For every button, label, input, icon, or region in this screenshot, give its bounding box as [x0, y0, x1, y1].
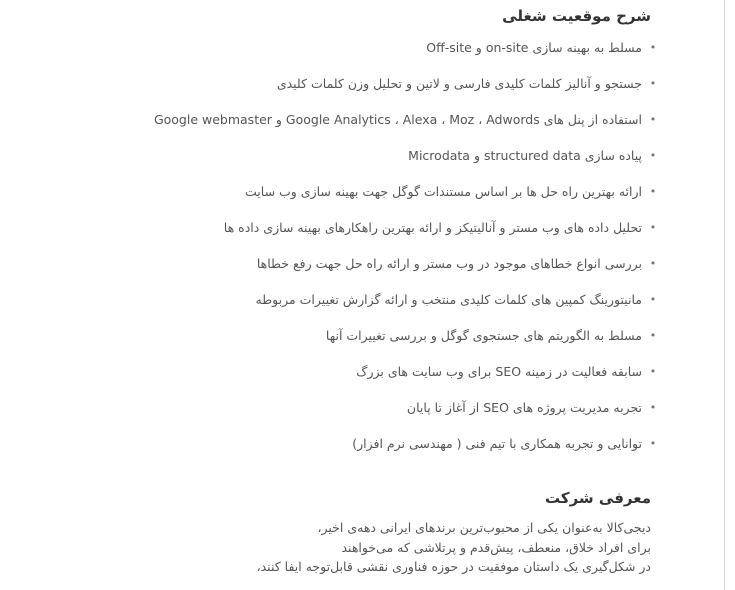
requirement-text: توانایی و تجربه همکاری با تیم فنی ( مهندسی نرم افزار) — [352, 436, 642, 451]
bullet-icon: • — [649, 401, 657, 414]
requirement-item — [154, 218, 658, 254]
bullet-icon: • — [649, 221, 657, 234]
company-description — [257, 518, 651, 577]
requirement-text: تجربه مدیریت پروژه های SEO از آغاز تا پایان — [406, 400, 642, 415]
bullet-icon: • — [649, 41, 657, 54]
bullet-icon: • — [649, 257, 657, 270]
requirement-item — [154, 326, 658, 362]
requirement-text: سابقه فعالیت در زمینه SEO برای وب سایت های بزرگ — [356, 364, 642, 379]
company-intro-title: معرفی شرکت — [545, 489, 651, 507]
requirement-item — [154, 290, 658, 326]
job-description-title: شرح موقعیت شغلی — [502, 7, 651, 25]
requirement-item — [154, 38, 658, 74]
requirement-text: مانیتورینگ کمپین های کلمات کلیدی منتخب و ارائه گزارش تغییرات مربوطه — [255, 292, 642, 307]
requirement-item — [154, 146, 658, 182]
description-line: برای افراد خلاق، منعطف، پیش‌قدم و پرتلاشی که می‌خواهند — [341, 539, 651, 555]
description-line: در شکل‌گیری یک داستان موفقیت در حوزه فناوری نقشی قابل‌توجه ایفا کنند، — [256, 559, 651, 574]
requirement-text: بررسی انواع خطاهای موجود در وب مستر و ارائه راه حل جهت رفع خطاها — [256, 256, 642, 271]
requirement-item — [154, 362, 658, 398]
requirement-text: پیاده سازی structured data و Microdata — [408, 148, 642, 163]
requirement-text: مسلط به الگوریتم های جستجوی گوگل و بررسی تغییرات آنها — [325, 328, 642, 343]
bullet-icon: • — [649, 149, 657, 162]
requirement-item — [154, 434, 658, 470]
bullet-icon: • — [649, 437, 657, 450]
requirement-text: جستجو و آنالیز کلمات کلیدی فارسی و لاتین و تحلیل وزن کلمات کلیدی — [276, 76, 642, 91]
requirement-text: تحلیل داده های وب مستر و آنالیتیکز و ارائه بهترین راهکارهای بهینه سازی داده ها — [223, 220, 642, 235]
requirement-text: استفاده از پنل های Google Analytics ، Alexa ، Moz ، Adwords و Google webmaster — [153, 112, 642, 127]
requirements-list — [154, 38, 658, 470]
bullet-icon: • — [649, 365, 657, 378]
requirement-item — [154, 74, 658, 110]
requirement-item — [154, 398, 658, 434]
bullet-icon: • — [649, 77, 657, 90]
requirement-item — [154, 182, 658, 218]
bullet-icon: • — [649, 113, 657, 126]
bullet-icon: • — [649, 185, 657, 198]
requirement-text: مسلط به بهینه سازی on-site و Off-site — [426, 40, 642, 55]
bullet-icon: • — [649, 329, 657, 342]
requirement-item — [154, 254, 658, 290]
bullet-icon: • — [649, 293, 657, 306]
requirement-item — [154, 110, 658, 146]
description-line: دیجی‌کالا به‌عنوان یکی از محبوب‌ترین برندهای ایرانی دهه‌ی اخیر، — [317, 520, 651, 535]
requirement-text: ارائه بهترین راه حل ها بر اساس مستندات گوگل جهت بهینه سازی وب سایت — [245, 184, 642, 199]
